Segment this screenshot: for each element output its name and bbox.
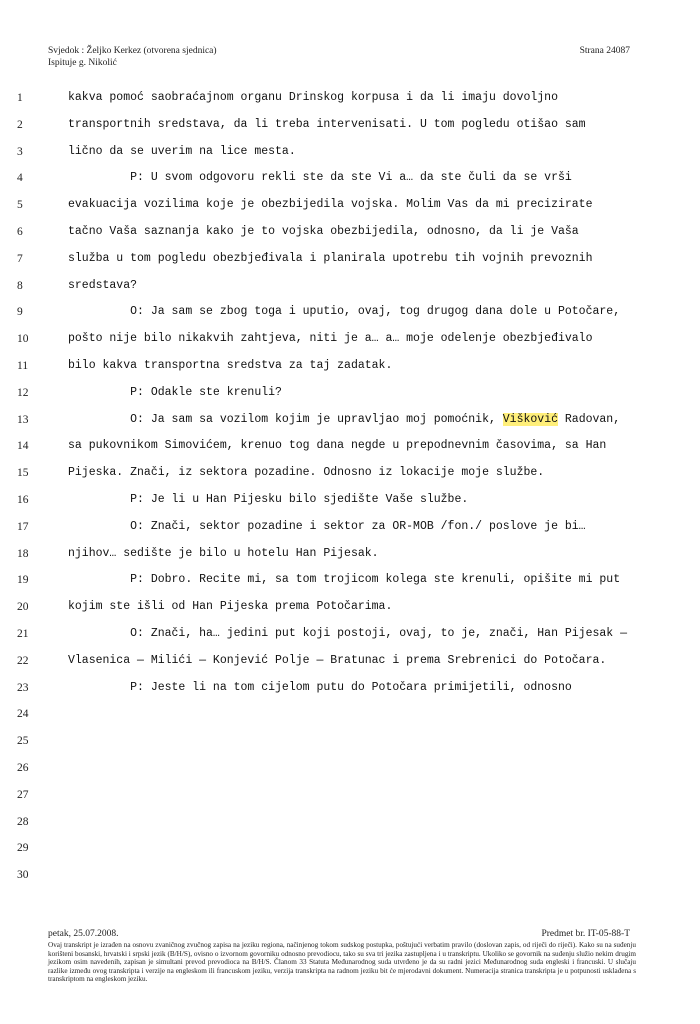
transcript-line	[0, 490, 700, 517]
transcript-line	[0, 517, 700, 544]
line-number: 21	[17, 627, 29, 640]
transcript-line	[0, 436, 700, 463]
transcript-line	[0, 624, 700, 651]
transcript-line	[0, 329, 700, 356]
line-number: 16	[17, 493, 29, 506]
line-number: 7	[17, 252, 23, 265]
examiner-line: Ispituje g. Nikolić	[48, 58, 117, 68]
line-text: P: U svom odgovoru rekli ste da ste Vi a… da ste čuli da se vrši	[68, 171, 572, 185]
line-text: P: Jeste li na tom cijelom putu do Potočara primijetili, odnosno	[68, 680, 572, 694]
line-number: 6	[17, 225, 23, 238]
line-number: 22	[17, 654, 29, 667]
line-number: 27	[17, 788, 29, 801]
highlighted-name: Višković	[502, 412, 558, 426]
line-number: 14	[17, 440, 29, 453]
transcript-line	[0, 88, 700, 115]
transcript-line	[0, 410, 700, 437]
footer-date: petak, 25.07.2008.	[48, 929, 119, 939]
line-text: O: Znači, sektor pozadine i sektor za OR-MOB /fon./ poslove je bi…	[68, 519, 586, 533]
transcript-line	[0, 570, 700, 597]
line-number: 8	[17, 279, 23, 292]
transcript-line	[0, 142, 700, 169]
line-text: P: Dobro. Recite mi, sa tom trojicom kolega ste krenuli, opišite mi put	[68, 573, 621, 587]
line-text: transportnih sredstava, da li treba intervenisati. U tom pogledu otišao sam	[68, 117, 586, 131]
transcript-line	[0, 463, 700, 490]
line-number: 5	[17, 199, 23, 212]
page-number: Strana 24087	[579, 46, 630, 56]
line-number: 12	[17, 386, 29, 399]
line-text: P: Odakle ste krenuli?	[68, 385, 282, 399]
line-text: bilo kakva transportna sredstva za taj zadatak.	[68, 358, 393, 372]
line-number: 4	[17, 172, 23, 185]
transcript-line	[0, 731, 700, 758]
footer-disclaimer: Ovaj transkript je izrađen na osnovu zvaničnog zvučnog zapisa na jeziku regiona, načinjenog tokom sudskog postupka, poštujući verbatim pravilo (doslovan zapis, od riječi do riječi). Kako su na suđenju korišteni bosanski, hrvatski i srpski jezik (B/H/S), ovisno o izvornom govorniku odnosno prevodiocu, tako su sva tri jezika zastupljena i u transkriptu. Ukoliko se govornik na suđenju služio nekim drugim jezikom osim navedenih, zapisan je simultani prevod prevodioca na B/H/S. Članom 33 Statuta Međunarodnog suda utvrđeno je da su radni jezici Međunarodnog suda engleski i francuski. U slučaju razlike između ovog transkripta i verzije na engleskom ili francuskom jeziku, verzija transkripta na radnom jeziku bit će mjerodavni dokument. Numeracija stranica transkripta je u potpunosti usklađena s transkriptom na engleskom jeziku.	[48, 941, 636, 984]
line-number: 10	[17, 333, 29, 346]
line-text: sredstava?	[68, 278, 138, 292]
line-text: O: Znači, ha… jedini put koji postoji, ovaj, to je, znači, Han Pijesak —	[68, 626, 627, 640]
line-number: 3	[17, 145, 23, 158]
transcript-line	[0, 222, 700, 249]
transcript-line	[0, 865, 700, 892]
transcript-line	[0, 812, 700, 839]
transcript-line	[0, 276, 700, 303]
header-left	[48, 45, 217, 69]
line-number: 2	[17, 118, 23, 131]
line-text	[68, 410, 668, 430]
line-text: tačno Vaša saznanja kako je to vojska obezbijedila, odnosno, da li je Vaša	[68, 224, 579, 238]
line-text-after: Radovan,	[558, 412, 621, 426]
line-text: Vlasenica — Milići — Konjević Polje — Bratunac i prema Srebrenici do Potočara.	[68, 653, 607, 667]
line-number: 19	[17, 574, 29, 587]
transcript-line	[0, 785, 700, 812]
line-text: pošto nije bilo nikakvih zahtjeva, niti je a… a… moje odelenje obezbjeđivalo	[68, 332, 593, 346]
line-number: 17	[17, 520, 29, 533]
line-number: 1	[17, 92, 23, 104]
line-number: 30	[17, 869, 29, 882]
line-text: kojim ste išli od Han Pijeska prema Potočarima.	[68, 600, 393, 614]
line-text-before: O: Ja sam sa vozilom kojim je upravljao moj pomoćnik,	[68, 412, 503, 426]
transcript-line	[0, 678, 700, 705]
line-text: evakuacija vozilima koje je obezbijedila vojska. Molim Vas da mi precizirate	[68, 198, 593, 212]
transcript-line	[0, 758, 700, 785]
line-number: 9	[17, 306, 23, 319]
line-number: 11	[17, 359, 29, 372]
line-text: Pijeska. Znači, iz sektora pozadine. Odnosno iz lokacije moje službe.	[68, 466, 545, 480]
line-number: 28	[17, 815, 29, 828]
transcript-line	[0, 544, 700, 571]
transcript-line	[0, 597, 700, 624]
line-text: služba u tom pogledu obezbjeđivala i planirala upotrebu tih vojnih prevoznih	[68, 251, 593, 265]
transcript-line	[0, 168, 700, 195]
line-text: lično da se uverim na lice mesta.	[68, 144, 296, 158]
transcript-line	[0, 704, 700, 731]
line-text: sa pukovnikom Simovićem, krenuo tog dana negde u prepodnevnim časovima, sa Han	[68, 439, 607, 453]
line-text: O: Ja sam se zbog toga i uputio, ovaj, tog drugog dana dole u Potočare,	[68, 305, 621, 319]
witness-line: Svjedok : Željko Kerkez (otvorena sjednica)	[48, 46, 217, 56]
line-number: 18	[17, 547, 29, 560]
transcript-line	[0, 249, 700, 276]
line-number: 15	[17, 467, 29, 480]
transcript-line	[0, 356, 700, 383]
transcript-lines	[0, 88, 700, 892]
line-number: 29	[17, 842, 29, 855]
transcript-line	[0, 115, 700, 142]
line-number: 25	[17, 735, 29, 748]
line-number: 23	[17, 681, 29, 694]
transcript-line	[0, 195, 700, 222]
transcript-line	[0, 302, 700, 329]
line-number: 13	[17, 413, 29, 426]
line-text: njihov… sedište je bilo u hotelu Han Pijesak.	[68, 546, 379, 560]
line-number: 24	[17, 708, 29, 721]
line-number: 26	[17, 761, 29, 774]
line-number: 20	[17, 601, 29, 614]
transcript-line	[0, 651, 700, 678]
line-text: P: Je li u Han Pijesku bilo sjedište Vaše službe.	[68, 492, 469, 506]
footer-case-number: Predmet br. IT-05-88-T	[541, 929, 630, 939]
transcript-line	[0, 383, 700, 410]
transcript-line	[0, 838, 700, 865]
line-text: kakva pomoć saobraćajnom organu Drinskog korpusa i da li imaju dovoljno	[68, 91, 558, 104]
